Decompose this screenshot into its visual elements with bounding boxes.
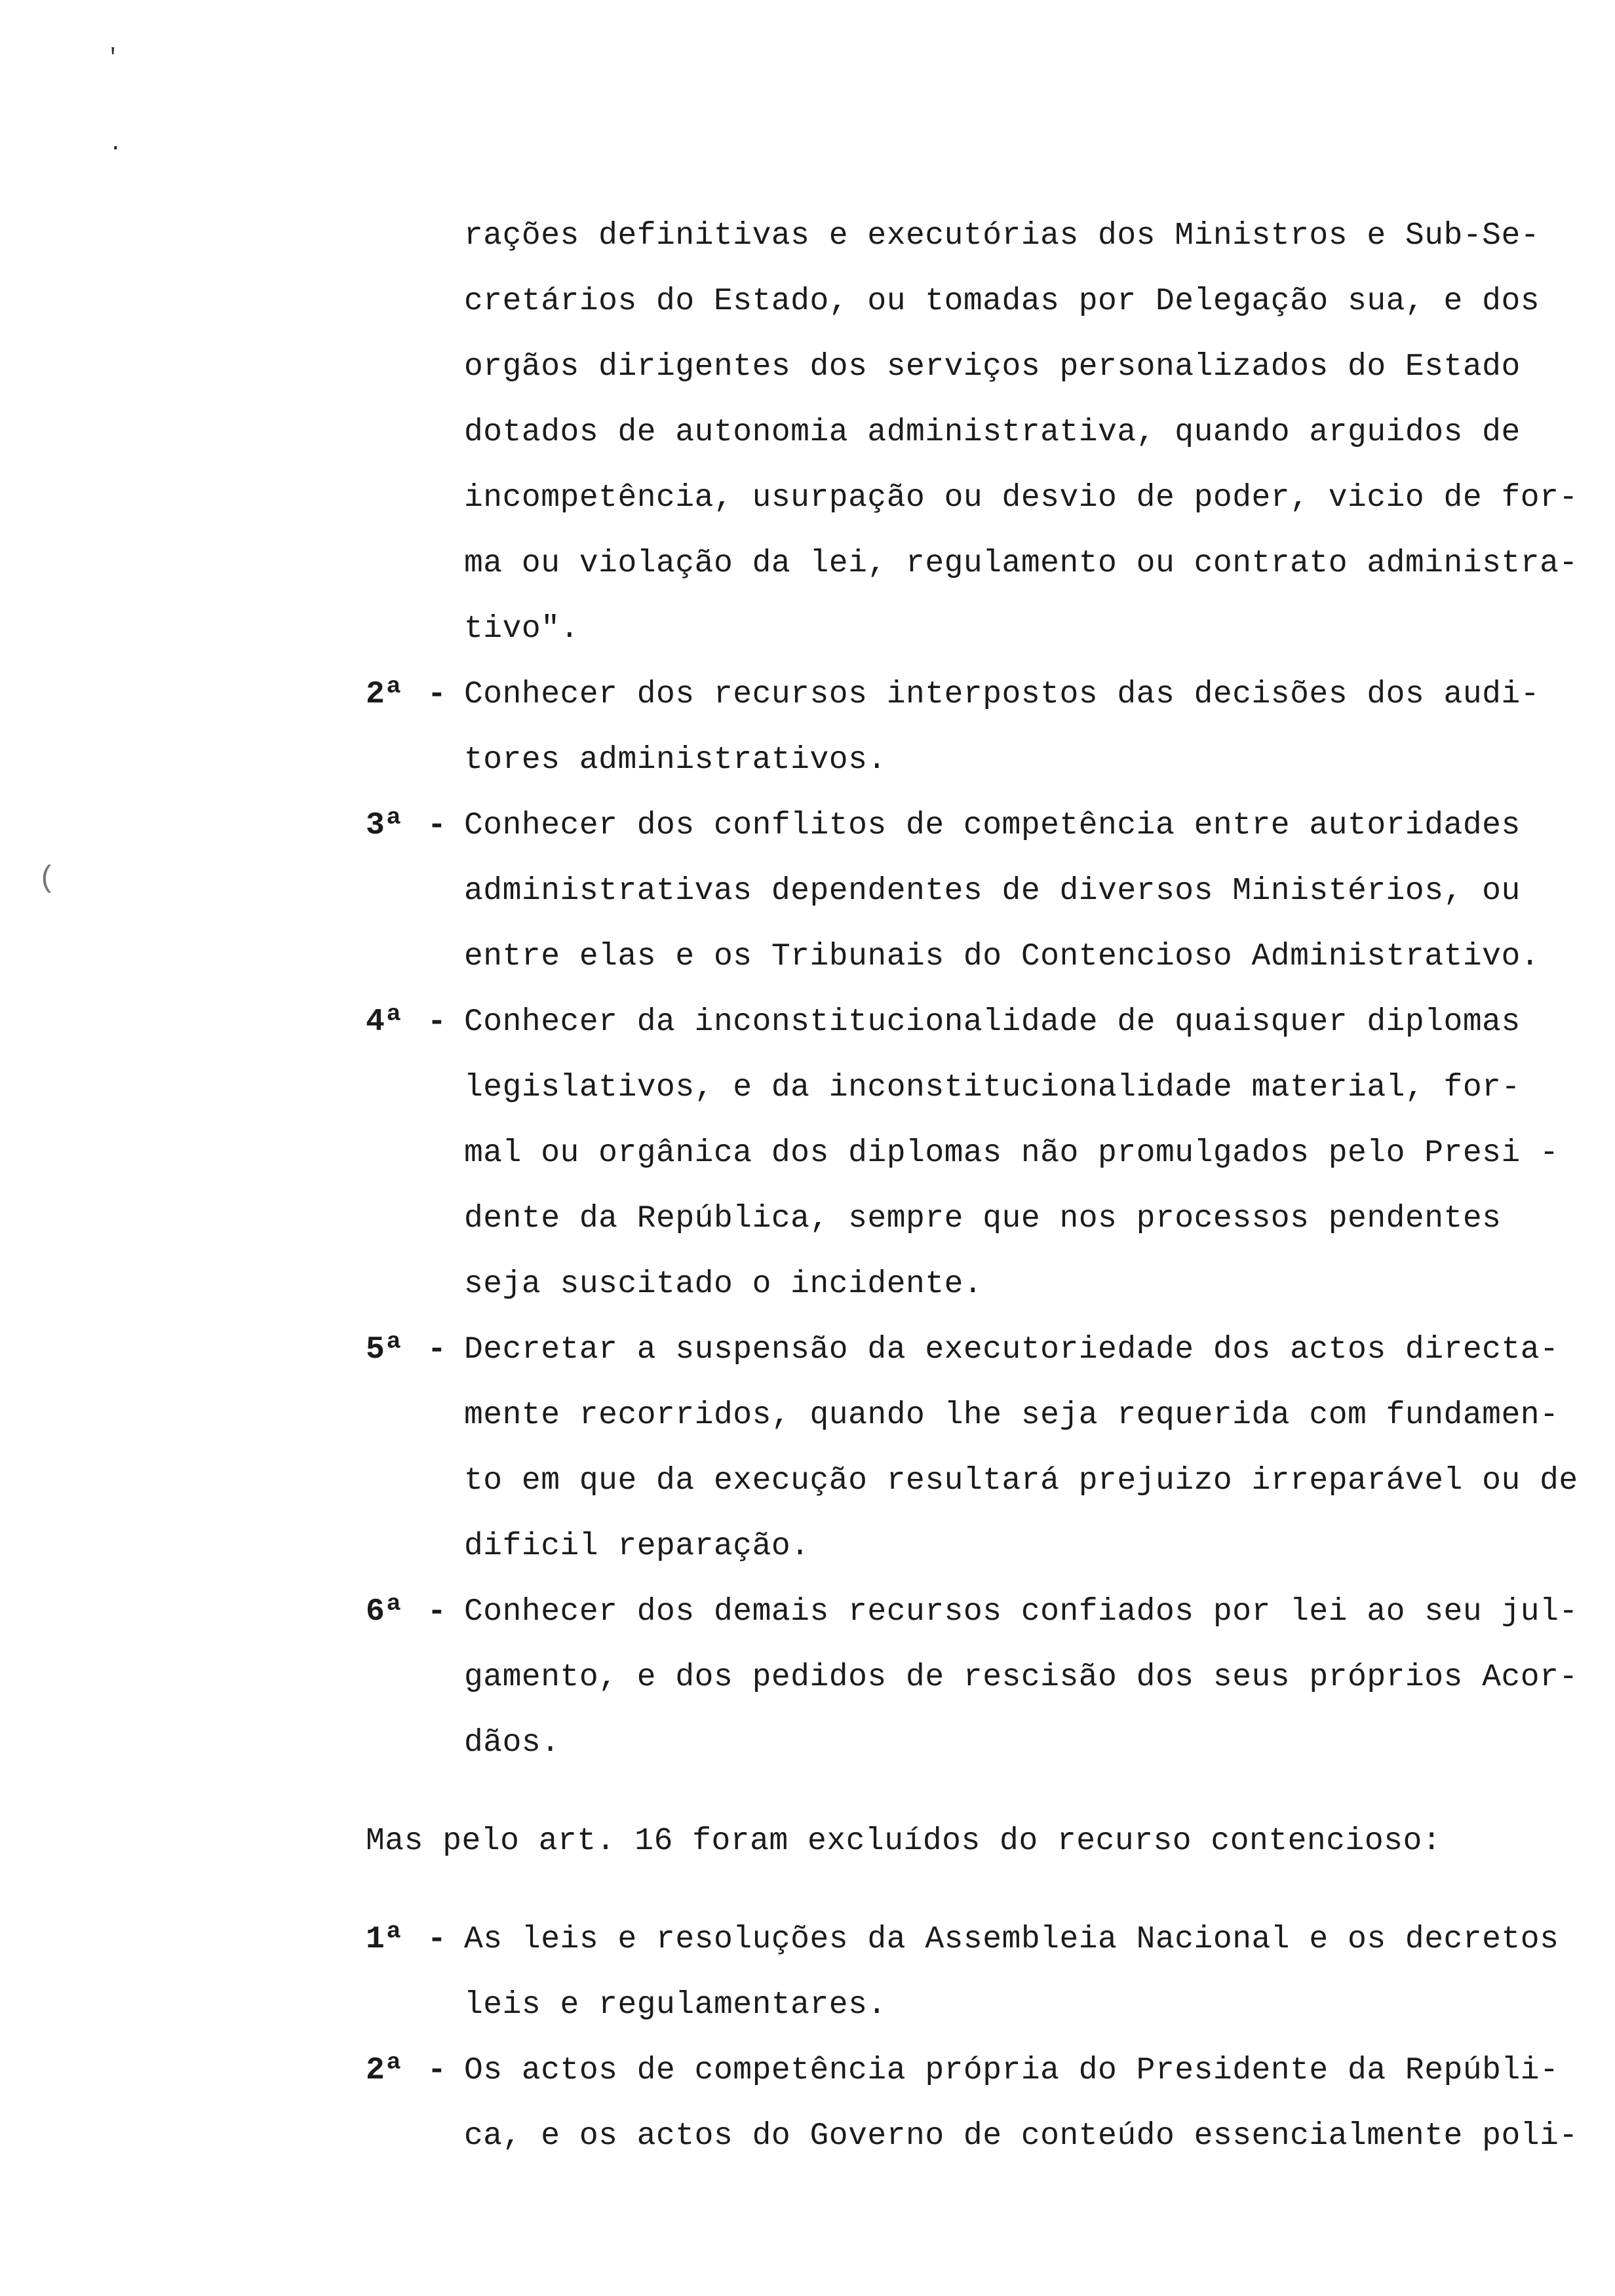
text-line: Decretar a suspensão da executoriedade dos actos directa- [464,1332,1559,1368]
text-line: to em que da execução resultará prejuizo irreparável ou de [464,1463,1578,1499]
text-line: entre elas e os Tribunais do Contencioso Administrativo. [464,939,1540,974]
text-line: mente recorridos, quando lhe seja requerida com fundamen- [464,1398,1559,1433]
item-dash: - [427,808,446,843]
text-line: dotados de autonomia administrativa, quando arguidos de [464,415,1521,450]
item-number: 3ª [366,808,404,843]
text-line: seja suscitado o incidente. [464,1267,983,1302]
item-number: 5ª [366,1332,404,1368]
scan-speck: · [109,136,123,161]
text-line: orgãos dirigentes dos serviços personalizados do Estado [464,349,1521,385]
item-dash: - [427,1004,446,1040]
text-line: dãos. [464,1725,560,1761]
text-line: ma ou violação da lei, regulamento ou contrato administra- [464,546,1578,581]
scan-speck: ( [38,862,56,896]
text-line: As leis e resoluções da Assembleia Nacional e os decretos [464,1922,1559,1957]
item-dash: - [427,1594,446,1630]
statement-line: Mas pelo art. 16 foram excluídos do recurso contencioso: [366,1824,1442,1859]
item-number: 1ª [366,1922,404,1957]
text-line: ca, e os actos do Governo de conteúdo essencialmente poli- [464,2118,1578,2154]
item-number: 6ª [366,1594,404,1630]
text-line: tores administrativos. [464,742,887,778]
text-line: dificil reparação. [464,1529,810,1564]
item-dash: - [427,677,446,712]
text-line: Conhecer dos demais recursos confiados por lei ao seu jul- [464,1594,1578,1630]
item-dash: - [427,1332,446,1368]
text-line: legislativos, e da inconstitucionalidade material, for- [464,1070,1521,1105]
item-dash: - [427,2053,446,2088]
text-line: Conhecer da inconstitucionalidade de quaisquer diplomas [464,1004,1521,1040]
text-line: cretários do Estado, ou tomadas por Delegação sua, e dos [464,284,1540,319]
item-dash: - [427,1922,446,1957]
item-number: 2ª [366,2053,404,2088]
item-number: 4ª [366,1004,404,1040]
text-line: Os actos de competência própria do Presidente da Repúbli- [464,2053,1559,2088]
text-line: mal ou orgânica dos diplomas não promulgados pelo Presi - [464,1136,1559,1171]
text-line: rações definitivas e executórias dos Ministros e Sub-Se- [464,218,1540,254]
text-line: dente da República, sempre que nos processos pendentes [464,1201,1502,1236]
text-line: Conhecer dos recursos interpostos das decisões dos audi- [464,677,1540,712]
text-line: leis e regulamentares. [464,1987,887,2023]
text-line: Conhecer dos conflitos de competência entre autoridades [464,808,1521,843]
text-line: gamento, e dos pedidos de rescisão dos seus próprios Acor- [464,1660,1578,1695]
text-line: tivo". [464,611,579,647]
scan-speck: ' [106,46,120,71]
text-line: administrativas dependentes de diversos Ministérios, ou [464,873,1521,909]
text-line: incompetência, usurpação ou desvio de poder, vicio de for- [464,480,1578,516]
item-number: 2ª [366,677,404,712]
